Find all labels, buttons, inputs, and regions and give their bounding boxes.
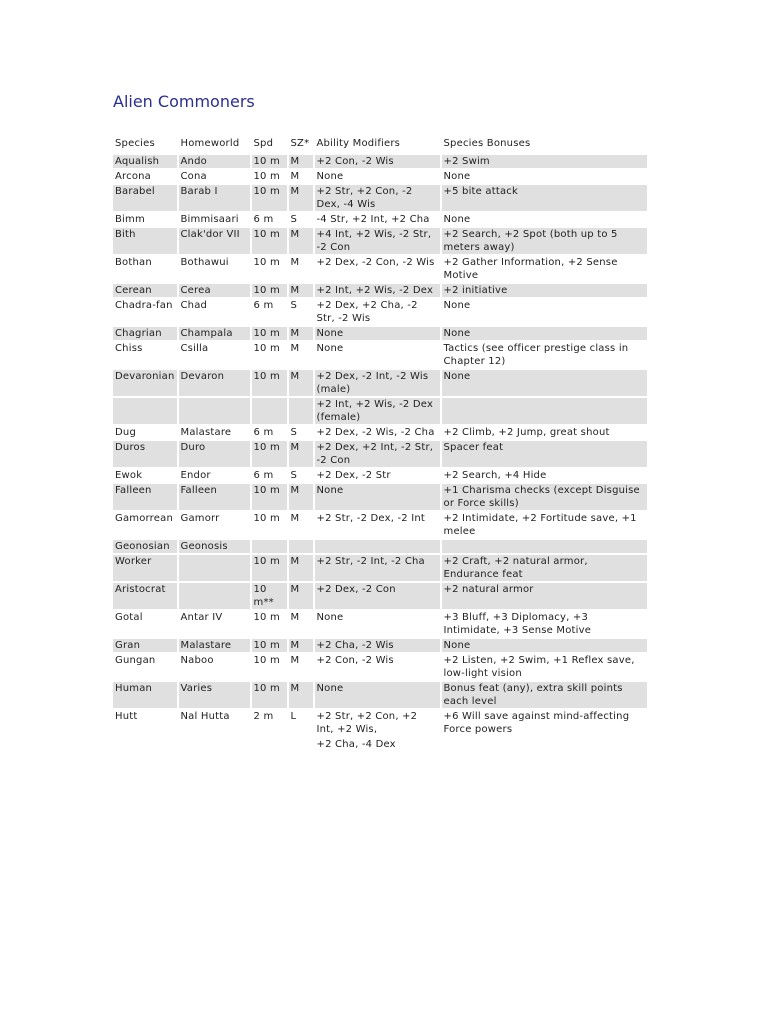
cell-species: Dug (115, 427, 136, 438)
cell-ability-modifiers: +2 Str, -2 Int, -2 Cha (315, 555, 440, 581)
cell-ability-modifiers: +2 Str, -2 Dex, -2 Int (316, 513, 426, 524)
cell-species-bonuses: +3 Bluff, +3 Diplomacy, +3 Intimidate, +3 Sense Motive (443, 612, 592, 636)
cell-size: M (289, 228, 313, 254)
table-row (113, 256, 647, 282)
cell-ability-modifiers: +2 Int, +2 Wis, -2 Dex (315, 284, 440, 297)
cell-species: Worker (113, 555, 177, 581)
cell-speed: 10 m (252, 327, 287, 340)
cell-species: Gungan (115, 655, 156, 666)
cell-homeworld: Chad (180, 300, 208, 311)
table-row (113, 639, 647, 652)
cell-ability-modifiers: +2 Con, -2 Wis (315, 155, 440, 168)
cell-ability-modifiers: +2 Dex, +2 Cha, -2 Str, -2 Wis (316, 300, 418, 324)
cell-homeworld: Nal Hutta (180, 711, 230, 722)
cell-species-bonuses: Tactics (see officer prestige class in Chapter 12) (443, 343, 629, 367)
table-row (113, 327, 647, 340)
cell-species: Gamorrean (115, 513, 173, 524)
cell-size: M (289, 639, 313, 652)
cell-species (113, 738, 177, 751)
cell-species: Geonosian (113, 540, 177, 553)
cell-species-bonuses: None (442, 639, 647, 652)
cell-species-bonuses: +2 Climb, +2 Jump, great shout (443, 427, 610, 438)
cell-species: Devaronian (113, 370, 177, 396)
cell-ability-modifiers: None (315, 484, 440, 510)
cell-species: Gran (113, 639, 177, 652)
cell-species-bonuses: None (443, 171, 471, 182)
cell-species-bonuses: None (442, 370, 647, 396)
cell-ability-modifiers: None (316, 343, 344, 354)
header-species: Species (115, 138, 155, 149)
cell-species: Bith (113, 228, 177, 254)
cell-size (289, 540, 313, 553)
cell-homeworld: Bothawui (180, 257, 229, 268)
cell-species-bonuses: +2 Search, +4 Hide (443, 470, 547, 481)
table-row (113, 540, 647, 553)
cell-size: S (290, 470, 298, 481)
cell-size: M (289, 484, 313, 510)
cell-homeworld (179, 398, 250, 424)
cell-species-bonuses: None (443, 300, 471, 311)
cell-size: M (290, 612, 300, 623)
table-row (113, 170, 647, 183)
cell-species: Gotal (115, 612, 143, 623)
cell-speed: 10 m (253, 343, 280, 354)
cell-speed: 10 m (253, 257, 280, 268)
cell-speed: 10 m (252, 228, 287, 254)
table-row (113, 441, 647, 467)
cell-size (289, 738, 313, 751)
cell-species-bonuses: +1 Charisma checks (except Disguise or Force skills) (442, 484, 647, 510)
cell-species (113, 398, 177, 424)
cell-speed: 6 m (253, 470, 274, 481)
header-ability-modifiers: Ability Modifiers (316, 138, 401, 149)
cell-speed: 10 m (252, 284, 287, 297)
cell-species: Duros (113, 441, 177, 467)
cell-ability-modifiers: +2 Con, -2 Wis (316, 655, 394, 666)
cell-size: M (289, 155, 313, 168)
cell-species-bonuses (442, 398, 647, 424)
cell-size: M (290, 257, 300, 268)
cell-size: M (289, 185, 313, 211)
header-homeworld: Homeworld (180, 138, 240, 149)
cell-ability-modifiers: +2 Dex, -2 Int, -2 Wis (male) (315, 370, 440, 396)
cell-speed: 6 m (253, 214, 274, 225)
table-row (113, 738, 647, 751)
cell-ability-modifiers (315, 540, 440, 553)
cell-ability-modifiers: +2 Dex, -2 Con, -2 Wis (316, 257, 435, 268)
cell-homeworld: Malastare (180, 427, 232, 438)
cell-species: Chadra-fan (115, 300, 173, 311)
cell-homeworld: Cerea (179, 284, 250, 297)
cell-species: Arcona (115, 171, 152, 182)
cell-species: Falleen (113, 484, 177, 510)
cell-size: M (289, 555, 313, 581)
header-size: SZ* (290, 138, 310, 149)
cell-homeworld: Csilla (180, 343, 209, 354)
cell-homeworld (179, 555, 250, 581)
cell-size: M (290, 171, 300, 182)
cell-species-bonuses: Bonus feat (any), extra skill points each level (442, 682, 647, 708)
table-row (113, 228, 647, 254)
cell-ability-modifiers: +2 Str, +2 Con, -2 Dex, -4 Wis (315, 185, 440, 211)
cell-species: Aqualish (113, 155, 177, 168)
table-row (113, 284, 647, 297)
cell-speed: 10 m (252, 155, 287, 168)
table-row (113, 155, 647, 168)
cell-size: M (289, 327, 313, 340)
cell-ability-modifiers: +2 Cha, -4 Dex (316, 739, 396, 750)
cell-speed: 10 m (252, 370, 287, 396)
table-header-row (113, 136, 647, 153)
cell-homeworld: Falleen (179, 484, 250, 510)
cell-ability-modifiers: +2 Dex, -2 Con (315, 583, 440, 609)
cell-species: Chiss (115, 343, 143, 354)
cell-speed: 10 m (252, 682, 287, 708)
table-row (113, 185, 647, 211)
cell-homeworld: Champala (179, 327, 250, 340)
cell-species-bonuses: +2 Search, +2 Spot (both up to 5 meters away) (442, 228, 647, 254)
cell-species: Aristocrat (113, 583, 177, 609)
cell-speed: 10 m** (252, 583, 287, 609)
cell-species-bonuses: +2 Intimidate, +2 Fortitude save, +1 melee (443, 513, 637, 537)
cell-ability-modifiers: -4 Str, +2 Int, +2 Cha (316, 214, 430, 225)
cell-species-bonuses: +2 Swim (442, 155, 647, 168)
cell-speed: 6 m (253, 427, 274, 438)
table-row (113, 682, 647, 708)
cell-homeworld: Gamorr (180, 513, 220, 524)
cell-size: M (289, 682, 313, 708)
cell-speed: 10 m (252, 639, 287, 652)
table-row (113, 611, 647, 637)
cell-ability-modifiers: None (315, 327, 440, 340)
cell-homeworld: Geonosis (179, 540, 250, 553)
cell-species: Human (113, 682, 177, 708)
cell-species: Ewok (115, 470, 143, 481)
species-table (111, 134, 649, 753)
cell-species-bonuses: +2 Gather Information, +2 Sense Motive (443, 257, 618, 281)
cell-speed: 10 m (252, 555, 287, 581)
table-row (113, 426, 647, 439)
table-row (113, 654, 647, 680)
cell-speed: 10 m (252, 441, 287, 467)
cell-homeworld (179, 738, 250, 751)
cell-species-bonuses: +2 Listen, +2 Swim, +1 Reflex save, low-light vision (443, 655, 635, 679)
cell-homeworld: Malastare (179, 639, 250, 652)
cell-speed: 2 m (253, 711, 274, 722)
table-row (113, 555, 647, 581)
cell-ability-modifiers: +2 Dex, +2 Int, -2 Str, -2 Con (315, 441, 440, 467)
cell-species-bonuses: +5 bite attack (442, 185, 647, 211)
table-row (113, 370, 647, 396)
cell-ability-modifiers: +2 Dex, -2 Str (316, 470, 391, 481)
cell-species-bonuses (442, 540, 647, 553)
cell-homeworld: Ando (179, 155, 250, 168)
cell-species: Hutt (115, 711, 138, 722)
cell-ability-modifiers: +2 Str, +2 Con, +2 Int, +2 Wis, (316, 711, 418, 735)
cell-species-bonuses: +6 Will save against mind-affecting Force powers (443, 711, 630, 735)
table-row (113, 398, 647, 424)
cell-species-bonuses: None (442, 327, 647, 340)
cell-size: M (289, 284, 313, 297)
cell-homeworld: Bimmisaari (180, 214, 239, 225)
cell-size: M (290, 655, 300, 666)
table-row (113, 484, 647, 510)
cell-ability-modifiers: +4 Int, +2 Wis, -2 Str, -2 Con (315, 228, 440, 254)
cell-speed (252, 540, 287, 553)
cell-speed (252, 398, 287, 424)
header-species-bonuses: Species Bonuses (443, 138, 531, 149)
cell-ability-modifiers: None (316, 612, 344, 623)
cell-homeworld: Duro (179, 441, 250, 467)
cell-speed: 10 m (252, 185, 287, 211)
cell-ability-modifiers: +2 Int, +2 Wis, -2 Dex (female) (315, 398, 440, 424)
cell-homeworld: Barab I (179, 185, 250, 211)
table-row (113, 710, 647, 736)
cell-size: S (290, 300, 298, 311)
cell-homeworld: Varies (179, 682, 250, 708)
table-row (113, 299, 647, 325)
cell-size: M (289, 583, 313, 609)
table-row (113, 342, 647, 368)
cell-species-bonuses: Spacer feat (442, 441, 647, 467)
cell-size: M (289, 441, 313, 467)
cell-speed: 10 m (253, 513, 280, 524)
cell-ability-modifiers: +2 Cha, -2 Wis (315, 639, 440, 652)
cell-homeworld (179, 583, 250, 609)
table-row (113, 512, 647, 538)
cell-speed: 10 m (253, 655, 280, 666)
cell-ability-modifiers: None (316, 171, 344, 182)
cell-speed: 6 m (253, 300, 274, 311)
cell-size: M (290, 343, 300, 354)
cell-species-bonuses: +2 natural armor (442, 583, 647, 609)
cell-species: Bothan (115, 257, 152, 268)
cell-homeworld: Cona (180, 171, 207, 182)
cell-species-bonuses: +2 Craft, +2 natural armor, Endurance feat (442, 555, 647, 581)
table-row (113, 213, 647, 226)
cell-homeworld: Devaron (179, 370, 250, 396)
cell-homeworld: Endor (180, 470, 211, 481)
table-row (113, 469, 647, 482)
cell-speed: 10 m (253, 171, 280, 182)
cell-homeworld: Naboo (180, 655, 214, 666)
cell-size: M (289, 370, 313, 396)
cell-species: Chagrian (113, 327, 177, 340)
page-title: Alien Commoners (113, 92, 255, 111)
cell-speed: 10 m (252, 484, 287, 510)
cell-species: Bimm (115, 214, 145, 225)
cell-speed (252, 738, 287, 751)
cell-species-bonuses (442, 738, 647, 751)
cell-speed: 10 m (253, 612, 280, 623)
table-row (113, 583, 647, 609)
cell-species-bonuses: None (443, 214, 471, 225)
cell-species: Barabel (113, 185, 177, 211)
cell-size (289, 398, 313, 424)
cell-size: M (290, 513, 300, 524)
cell-ability-modifiers: None (315, 682, 440, 708)
cell-ability-modifiers: +2 Dex, -2 Wis, -2 Cha (316, 427, 435, 438)
cell-size: L (290, 711, 297, 722)
cell-species-bonuses: +2 initiative (442, 284, 647, 297)
cell-homeworld: Antar IV (180, 612, 223, 623)
cell-homeworld: Clak'dor VII (179, 228, 250, 254)
cell-size: S (290, 214, 298, 225)
cell-size: S (290, 427, 298, 438)
header-speed: Spd (253, 138, 274, 149)
cell-species: Cerean (113, 284, 177, 297)
